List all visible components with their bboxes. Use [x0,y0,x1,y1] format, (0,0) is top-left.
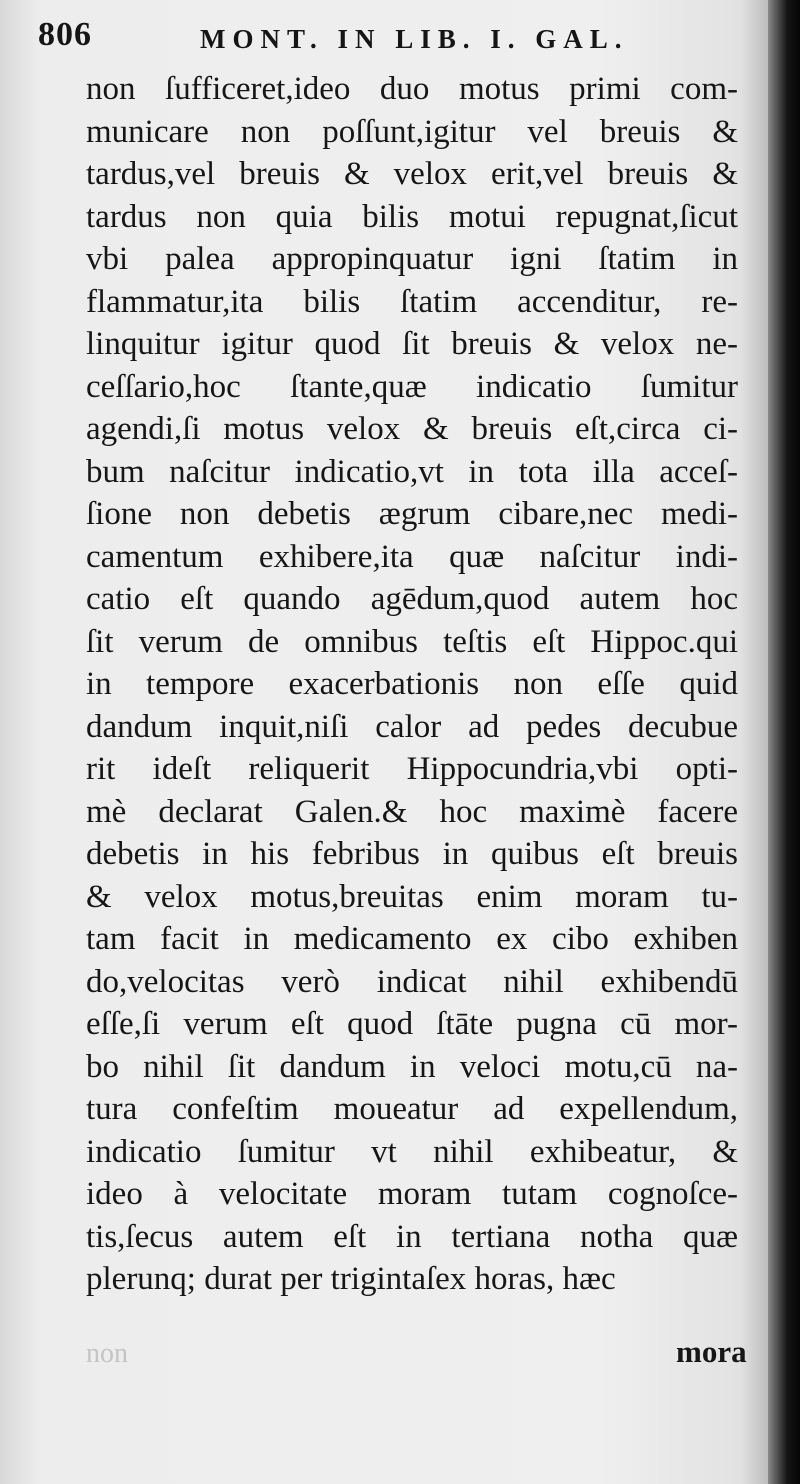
running-head: MONT. IN LIB. I. GAL. [200,24,629,54]
text-line: in tempore exacerbationis non eſſe quid [86,666,738,702]
text-line: tam facit in medicamento ex cibo exhiben [86,921,738,957]
text-line: plerunq; durat per trigintaſex horas, hæc [86,1261,616,1297]
text-line: tardus,vel breuis & velox erit,vel breuis & [86,156,738,192]
text-line: indicatio ſumitur vt nihil exhibeatur, & [86,1133,738,1170]
page-header [38,10,738,62]
text-line: ceſſario,hoc ſtante,quæ indicatio ſumitur [86,368,738,405]
body-text [86,68,738,1301]
text-line: ſit verum de omnibus teſtis eſt Hippoc.qui [86,623,738,660]
text-line: vbi palea appropinquatur igni ſtatim in [86,241,738,277]
text-line: municare non poſſunt,igitur vel breuis & [86,113,738,150]
text-line: camentum exhibere,ita quæ naſcitur indi- [86,538,738,575]
text-line: catio eſt quando agēdum,quod autem hoc [86,581,738,617]
text-line: do,velocitas verò indicat nihil exhibendū [86,963,738,1000]
text-line: mè declarat Galen.& hoc maximè facere [86,793,738,830]
book-gutter-edge [768,0,800,1484]
text-line: debetis in his febribus in quibus eſt breuis [86,836,738,872]
text-line: tardus non quia bilis motui repugnat,ſicut [86,198,738,235]
text-line: non ſufficeret,ideo duo motus primi com- [86,71,738,107]
text-line: ſione non debetis ægrum cibare,nec medi- [86,496,738,532]
text-line: tura confeſtim moueatur ad expellendum, [86,1091,738,1127]
bleed-through-text: non [86,1338,128,1369]
page-number: 806 [38,16,92,53]
text-line: bum naſcitur indicatio,vt in tota illa acceſ- [86,453,738,490]
text-line: linquitur igitur quod ſit breuis & velox ne- [86,326,738,362]
text-line: & velox motus,breuitas enim moram tu- [86,878,738,915]
text-line: dandum inquit,niſi calor ad pedes decubue [86,708,738,745]
text-line: bo nihil ſit dandum in veloci motu,cū na- [86,1048,738,1085]
catchword: mora [676,1334,747,1369]
text-line: agendi,ſi motus velox & breuis eſt,circa ci- [86,411,738,447]
text-line: eſſe,ſi verum eſt quod ſtāte pugna cū mor- [86,1006,738,1042]
text-line: ideo à velocitate moram tutam cognoſce- [86,1176,738,1212]
text-line: tis,ſecus autem eſt in tertiana notha quæ [86,1218,738,1255]
text-line: rit ideſt reliquerit Hippocundria,vbi opti- [86,751,738,787]
text-line: flammatur,ita bilis ſtatim accenditur, re- [86,283,738,320]
